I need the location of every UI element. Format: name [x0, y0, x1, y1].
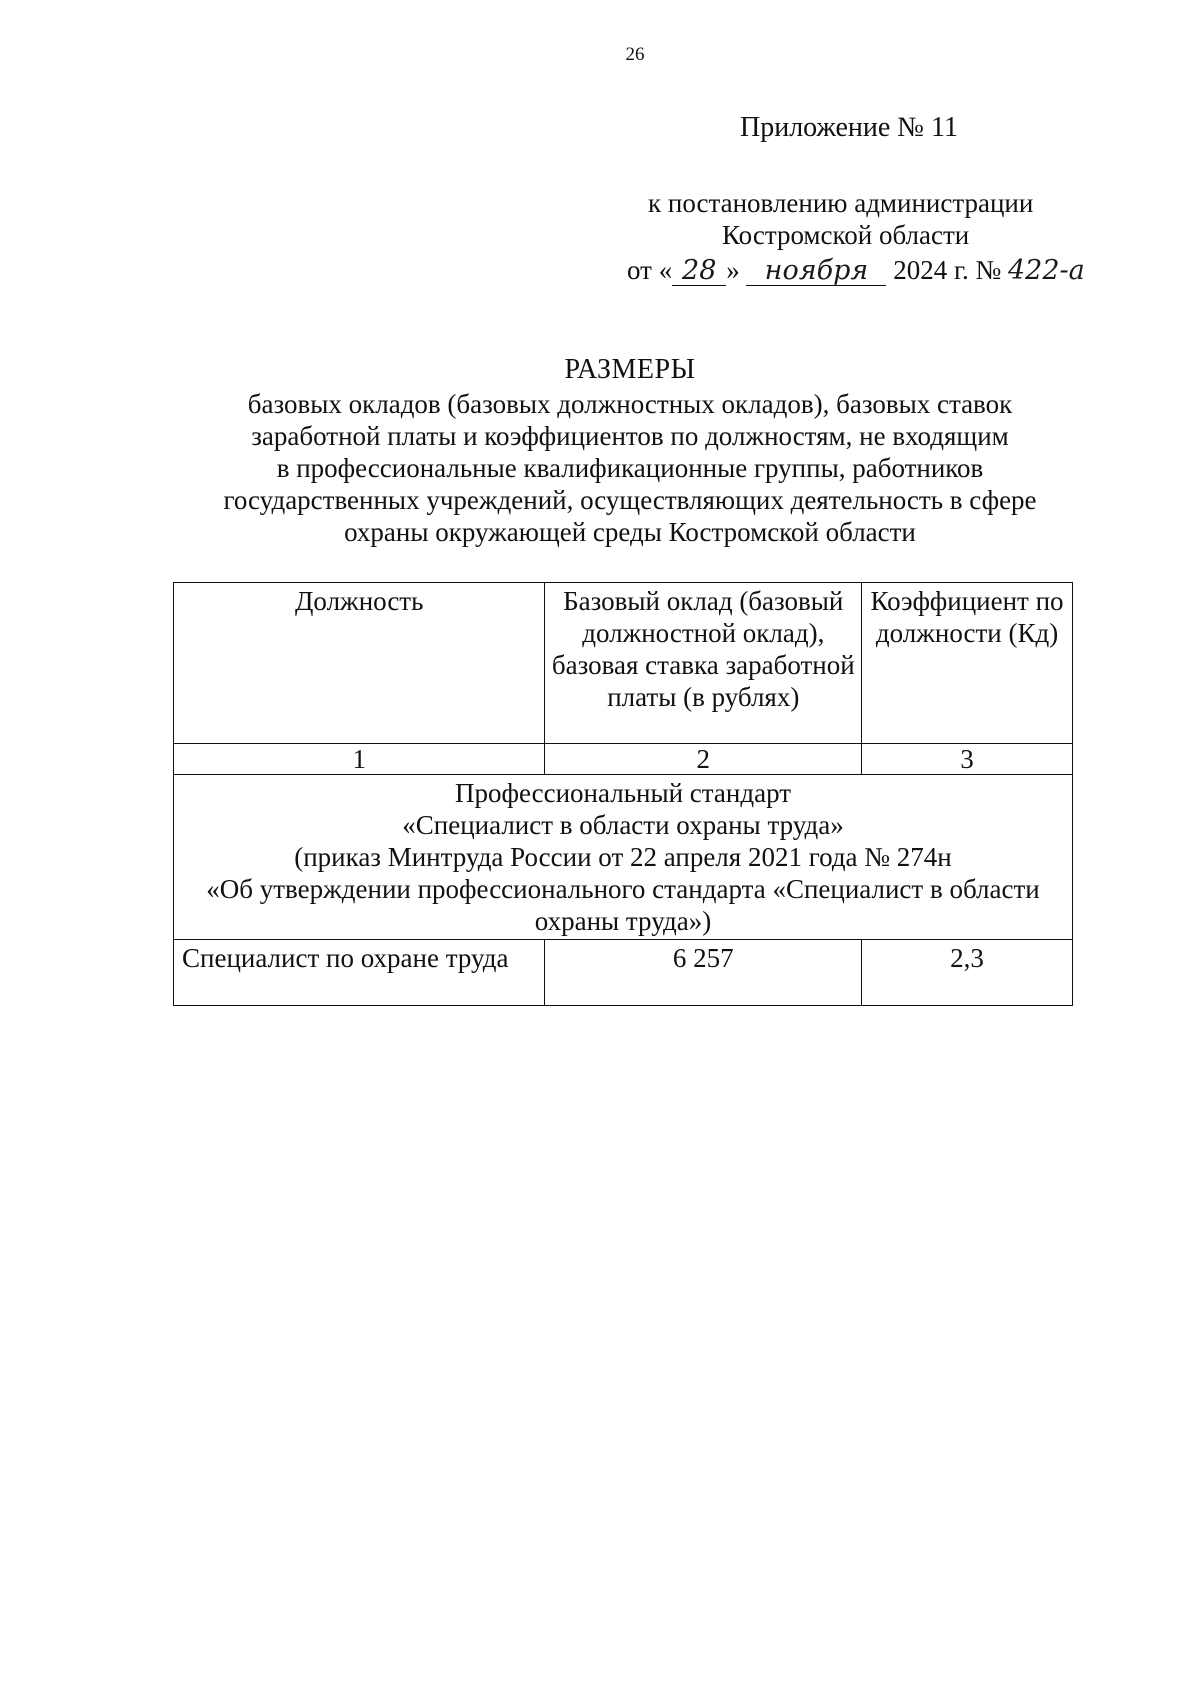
position-cell: Специалист по охране труда — [174, 940, 545, 1006]
header-coefficient: Коэффициент по должности (Кд) — [862, 583, 1073, 744]
date-line — [627, 255, 1084, 286]
professional-standard-cell — [174, 775, 1073, 940]
subtitle-line: государственных учреждений, осуществляющих деятельность в сфере — [223, 485, 1037, 515]
handwritten-day: 28 — [672, 257, 726, 286]
year-text: 2024 г. № — [893, 255, 1002, 285]
appendix-title: Приложение № 11 — [740, 112, 958, 143]
coefficient-cell: 2,3 — [862, 940, 1073, 1006]
region-line: Костромской области — [722, 220, 970, 250]
page-number: 26 — [625, 44, 645, 65]
document-title: РАЗМЕРЫ — [564, 354, 696, 385]
header-position: Должность — [174, 583, 545, 744]
date-mid: » — [726, 255, 740, 285]
column-number: 1 — [174, 744, 545, 775]
column-number-row — [174, 744, 1073, 775]
standard-line: «Об утверждении профессионального стандарта «Специалист в области — [206, 874, 1040, 904]
salary-cell: 6 257 — [545, 940, 862, 1006]
subtitle-line: заработной платы и коэффициентов по должностям, не входящим — [251, 421, 1009, 451]
resolution-line: к постановлению администрации — [648, 188, 1034, 218]
subtitle-line: охраны окружающей среды Костромской области — [344, 517, 916, 547]
handwritten-month: ноября — [746, 257, 886, 286]
subtitle-line: в профессиональные квалификационные группы, работников — [276, 453, 984, 483]
column-number: 2 — [545, 744, 862, 775]
salary-table — [173, 582, 1073, 1006]
handwritten-number: 422-а — [1008, 255, 1085, 286]
subtitle-line: базовых окладов (базовых должностных окладов), базовых ставок — [247, 389, 1013, 419]
standard-line: охраны труда») — [534, 906, 712, 936]
date-prefix: от « — [627, 255, 673, 285]
table-row — [174, 940, 1073, 1006]
document-subtitle — [195, 388, 1065, 548]
column-number: 3 — [862, 744, 1073, 775]
table-header-row — [174, 583, 1073, 744]
standard-line: «Специалист в области охраны труда» — [402, 810, 844, 840]
standard-line: (приказ Минтруда России от 22 апреля 2021 года № 274н — [294, 842, 952, 872]
standard-row — [174, 775, 1073, 940]
standard-line: Профессиональный стандарт — [454, 778, 792, 808]
header-salary: Базовый оклад (базовый должностной оклад), базовая ставка заработной платы (в рублях) — [545, 583, 862, 744]
